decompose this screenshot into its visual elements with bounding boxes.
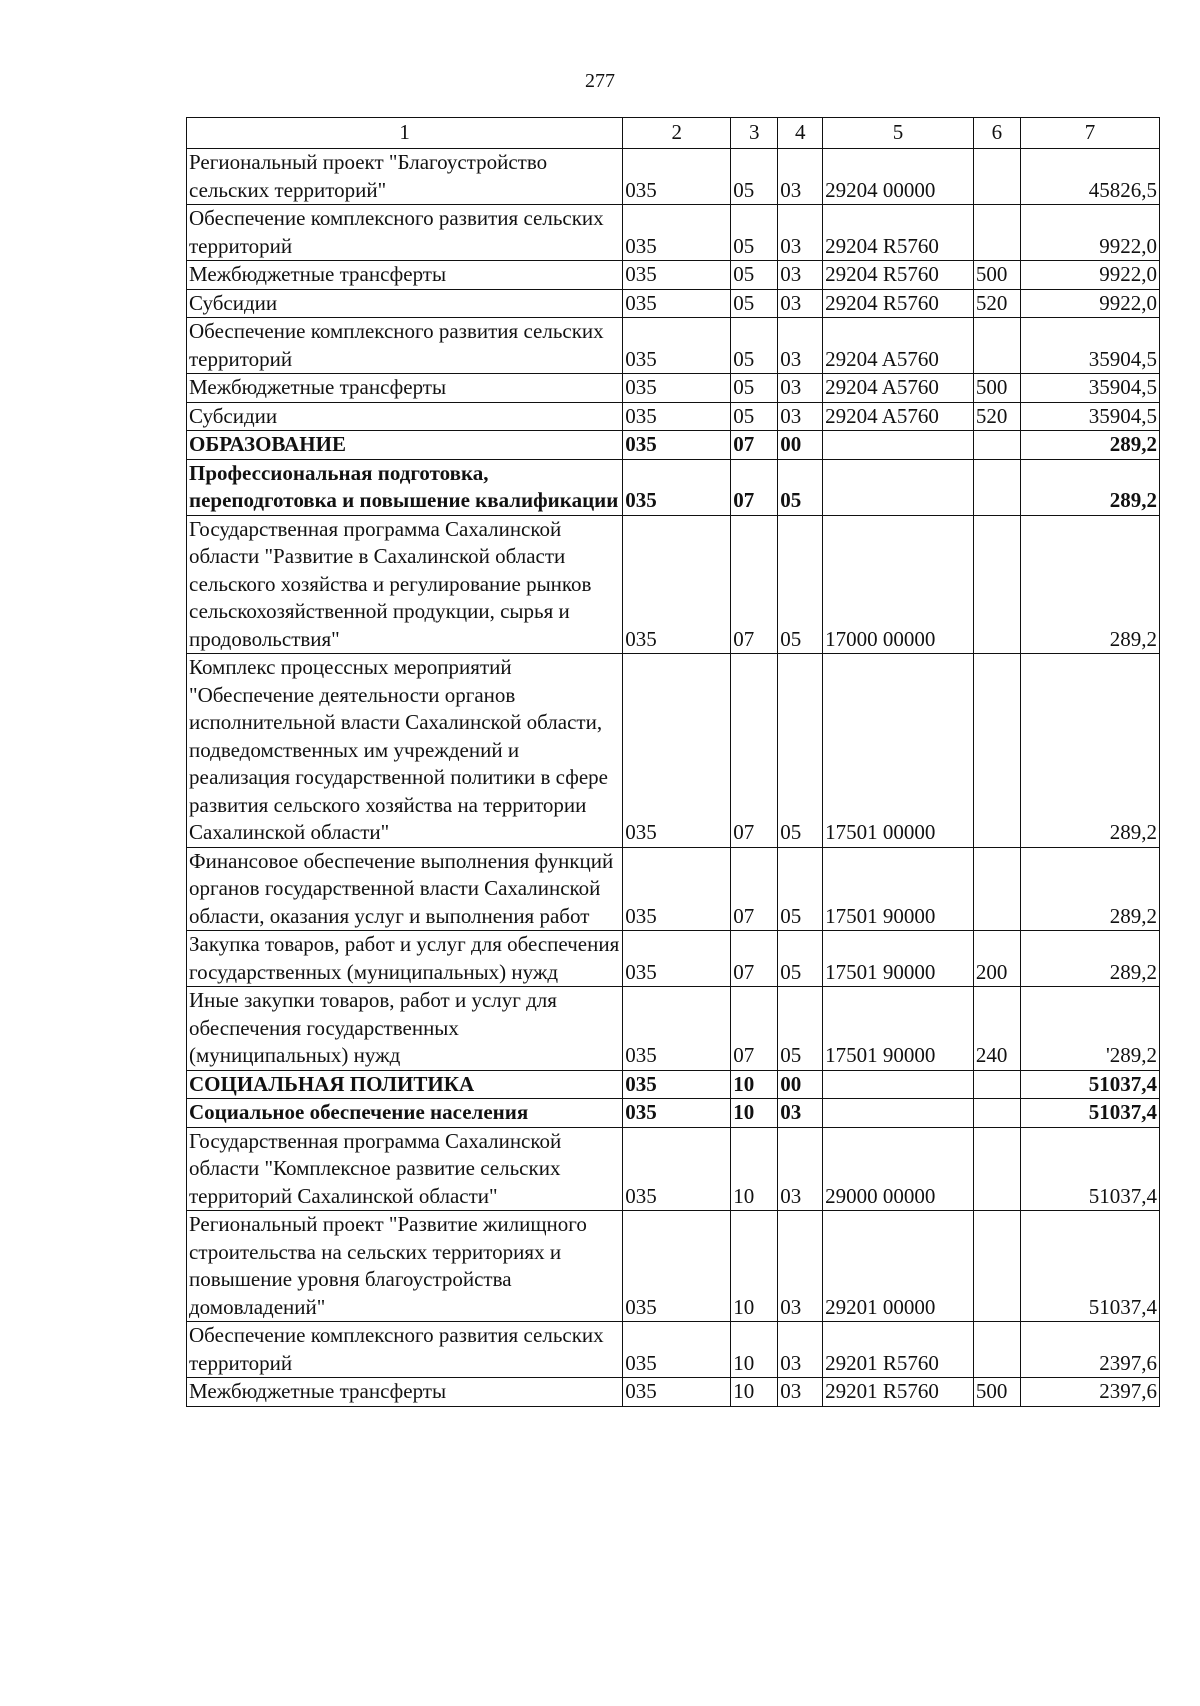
row-admin-code: 035 xyxy=(623,261,731,290)
row-admin-code: 035 xyxy=(623,654,731,848)
row-subsection: 05 xyxy=(778,987,823,1071)
row-name: Закупка товаров, работ и услуг для обеспечения государственных (муниципальных) нужд xyxy=(187,931,623,987)
row-expense-type: 500 xyxy=(973,261,1020,290)
row-expense-type xyxy=(973,149,1020,205)
page-number: 277 xyxy=(585,70,615,92)
row-target-code: 29204 R5760 xyxy=(823,261,974,290)
row-subsection: 03 xyxy=(778,374,823,403)
header-row xyxy=(187,118,1160,149)
row-amount: 35904,5 xyxy=(1020,318,1159,374)
row-subsection: 05 xyxy=(778,515,823,654)
row-name: Региональный проект "Благоустройство сельских территорий" xyxy=(187,149,623,205)
row-target-code: 29204 R5760 xyxy=(823,205,974,261)
row-admin-code: 035 xyxy=(623,289,731,318)
row-section: 07 xyxy=(731,847,778,931)
row-expense-type xyxy=(973,318,1020,374)
row-amount: 289,2 xyxy=(1020,459,1159,515)
table-row xyxy=(187,1322,1160,1378)
row-section: 05 xyxy=(731,402,778,431)
table-row xyxy=(187,515,1160,654)
row-admin-code: 035 xyxy=(623,515,731,654)
row-amount: 2397,6 xyxy=(1020,1322,1159,1378)
row-admin-code: 035 xyxy=(623,1127,731,1211)
table-row xyxy=(187,261,1160,290)
row-expense-type xyxy=(973,1070,1020,1099)
row-amount: 51037,4 xyxy=(1020,1099,1159,1128)
row-target-code: 17501 00000 xyxy=(823,654,974,848)
row-name: Межбюджетные трансферты xyxy=(187,261,623,290)
row-section: 10 xyxy=(731,1070,778,1099)
row-section: 10 xyxy=(731,1127,778,1211)
row-amount: 45826,5 xyxy=(1020,149,1159,205)
row-target-code: 29204 00000 xyxy=(823,149,974,205)
row-name: Межбюджетные трансферты xyxy=(187,374,623,403)
row-subsection: 03 xyxy=(778,1211,823,1322)
row-expense-type: 200 xyxy=(973,931,1020,987)
row-section: 10 xyxy=(731,1099,778,1128)
row-subsection: 05 xyxy=(778,459,823,515)
table-row xyxy=(187,847,1160,931)
row-target-code: 29204 A5760 xyxy=(823,374,974,403)
row-subsection: 03 xyxy=(778,261,823,290)
row-amount: 289,2 xyxy=(1020,431,1159,460)
row-admin-code: 035 xyxy=(623,1211,731,1322)
row-amount: 51037,4 xyxy=(1020,1127,1159,1211)
row-subsection: 00 xyxy=(778,431,823,460)
row-target-code: 17501 90000 xyxy=(823,931,974,987)
row-subsection: 03 xyxy=(778,402,823,431)
row-target-code xyxy=(823,431,974,460)
table-row xyxy=(187,1127,1160,1211)
row-section: 05 xyxy=(731,289,778,318)
row-subsection: 05 xyxy=(778,931,823,987)
table-row xyxy=(187,431,1160,460)
row-amount: 2397,6 xyxy=(1020,1378,1159,1407)
row-subsection: 05 xyxy=(778,654,823,848)
row-subsection: 03 xyxy=(778,1378,823,1407)
row-admin-code: 035 xyxy=(623,987,731,1071)
row-target-code xyxy=(823,1070,974,1099)
row-name: Межбюджетные трансферты xyxy=(187,1378,623,1407)
row-expense-type: 520 xyxy=(973,289,1020,318)
table-row xyxy=(187,149,1160,205)
row-name: ОБРАЗОВАНИЕ xyxy=(187,431,623,460)
row-expense-type xyxy=(973,431,1020,460)
table-row xyxy=(187,654,1160,848)
row-section: 10 xyxy=(731,1211,778,1322)
row-expense-type xyxy=(973,847,1020,931)
row-subsection: 03 xyxy=(778,1127,823,1211)
row-subsection: 03 xyxy=(778,205,823,261)
table-row xyxy=(187,374,1160,403)
row-name: Обеспечение комплексного развития сельских территорий xyxy=(187,1322,623,1378)
table-row xyxy=(187,1211,1160,1322)
row-target-code: 29204 R5760 xyxy=(823,289,974,318)
row-amount: 35904,5 xyxy=(1020,402,1159,431)
table-row xyxy=(187,1378,1160,1407)
row-amount: 9922,0 xyxy=(1020,205,1159,261)
row-name: Комплекс процессных мероприятий "Обеспечение деятельности органов исполнительной власти Сахалинской области, подведомственных им учреждений и реализация государственной политики в сфере развития сельского хозяйства на территории Сахалинской области" xyxy=(187,654,623,848)
row-amount: 51037,4 xyxy=(1020,1211,1159,1322)
table-row xyxy=(187,205,1160,261)
row-name: Профессиональная подготовка, переподготовка и повышение квалификации xyxy=(187,459,623,515)
row-amount: 289,2 xyxy=(1020,515,1159,654)
table-row xyxy=(187,459,1160,515)
budget-table xyxy=(186,117,1160,1407)
row-admin-code: 035 xyxy=(623,1378,731,1407)
row-target-code xyxy=(823,1099,974,1128)
row-amount: '289,2 xyxy=(1020,987,1159,1071)
column-header: 7 xyxy=(1020,118,1159,149)
row-amount: 289,2 xyxy=(1020,654,1159,848)
row-expense-type xyxy=(973,654,1020,848)
row-section: 05 xyxy=(731,261,778,290)
row-amount: 9922,0 xyxy=(1020,289,1159,318)
table-row xyxy=(187,402,1160,431)
row-admin-code: 035 xyxy=(623,931,731,987)
row-section: 07 xyxy=(731,515,778,654)
row-target-code: 29201 00000 xyxy=(823,1211,974,1322)
row-section: 05 xyxy=(731,149,778,205)
row-amount: 289,2 xyxy=(1020,931,1159,987)
row-expense-type xyxy=(973,459,1020,515)
row-section: 10 xyxy=(731,1322,778,1378)
row-subsection: 03 xyxy=(778,149,823,205)
row-admin-code: 035 xyxy=(623,459,731,515)
row-admin-code: 035 xyxy=(623,1322,731,1378)
table-row xyxy=(187,931,1160,987)
row-admin-code: 035 xyxy=(623,847,731,931)
row-name: Государственная программа Сахалинской области "Комплексное развитие сельских территорий Сахалинской области" xyxy=(187,1127,623,1211)
row-amount: 51037,4 xyxy=(1020,1070,1159,1099)
row-expense-type: 500 xyxy=(973,374,1020,403)
row-expense-type: 500 xyxy=(973,1378,1020,1407)
row-section: 07 xyxy=(731,654,778,848)
row-subsection: 03 xyxy=(778,1099,823,1128)
row-name: Финансовое обеспечение выполнения функций органов государственной власти Сахалинской области, оказания услуг и выполнения работ xyxy=(187,847,623,931)
row-target-code: 17501 90000 xyxy=(823,847,974,931)
row-section: 07 xyxy=(731,931,778,987)
table-row xyxy=(187,1070,1160,1099)
row-section: 10 xyxy=(731,1378,778,1407)
row-section: 07 xyxy=(731,459,778,515)
column-header: 3 xyxy=(731,118,778,149)
row-name: Иные закупки товаров, работ и услуг для обеспечения государственных (муниципальных) нужд xyxy=(187,987,623,1071)
row-subsection: 00 xyxy=(778,1070,823,1099)
table-row xyxy=(187,318,1160,374)
row-expense-type xyxy=(973,1211,1020,1322)
row-target-code: 29000 00000 xyxy=(823,1127,974,1211)
row-name: Субсидии xyxy=(187,289,623,318)
row-section: 07 xyxy=(731,431,778,460)
row-expense-type xyxy=(973,1322,1020,1378)
row-amount: 35904,5 xyxy=(1020,374,1159,403)
row-admin-code: 035 xyxy=(623,431,731,460)
row-subsection: 03 xyxy=(778,1322,823,1378)
row-name: Обеспечение комплексного развития сельских территорий xyxy=(187,205,623,261)
row-amount: 289,2 xyxy=(1020,847,1159,931)
row-admin-code: 035 xyxy=(623,1099,731,1128)
table-row xyxy=(187,289,1160,318)
row-admin-code: 035 xyxy=(623,374,731,403)
row-target-code: 29201 R5760 xyxy=(823,1322,974,1378)
row-name: Государственная программа Сахалинской области "Развитие в Сахалинской области сельского хозяйства и регулирование рынков сельскохозяйственной продукции, сырья и продовольствия" xyxy=(187,515,623,654)
row-expense-type: 520 xyxy=(973,402,1020,431)
row-target-code: 17501 90000 xyxy=(823,987,974,1071)
row-name: Региональный проект "Развитие жилищного строительства на сельских территориях и повышение уровня благоустройства домовладений" xyxy=(187,1211,623,1322)
table-row xyxy=(187,1099,1160,1128)
row-section: 05 xyxy=(731,318,778,374)
row-target-code: 29201 R5760 xyxy=(823,1378,974,1407)
row-target-code: 29204 A5760 xyxy=(823,318,974,374)
row-section: 07 xyxy=(731,987,778,1071)
row-admin-code: 035 xyxy=(623,402,731,431)
row-section: 05 xyxy=(731,205,778,261)
row-subsection: 03 xyxy=(778,318,823,374)
row-admin-code: 035 xyxy=(623,1070,731,1099)
row-expense-type xyxy=(973,515,1020,654)
column-header: 2 xyxy=(623,118,731,149)
row-admin-code: 035 xyxy=(623,149,731,205)
row-section: 05 xyxy=(731,374,778,403)
row-target-code: 17000 00000 xyxy=(823,515,974,654)
row-expense-type xyxy=(973,1099,1020,1128)
row-target-code: 29204 A5760 xyxy=(823,402,974,431)
row-admin-code: 035 xyxy=(623,205,731,261)
row-expense-type xyxy=(973,1127,1020,1211)
row-target-code xyxy=(823,459,974,515)
table-row xyxy=(187,987,1160,1071)
row-name: Субсидии xyxy=(187,402,623,431)
row-name: Социальное обеспечение населения xyxy=(187,1099,623,1128)
row-expense-type: 240 xyxy=(973,987,1020,1071)
row-name: СОЦИАЛЬНАЯ ПОЛИТИКА xyxy=(187,1070,623,1099)
column-header: 1 xyxy=(187,118,623,149)
column-header: 4 xyxy=(778,118,823,149)
row-subsection: 05 xyxy=(778,847,823,931)
row-name: Обеспечение комплексного развития сельских территорий xyxy=(187,318,623,374)
row-amount: 9922,0 xyxy=(1020,261,1159,290)
column-header: 6 xyxy=(973,118,1020,149)
column-header: 5 xyxy=(823,118,974,149)
row-admin-code: 035 xyxy=(623,318,731,374)
row-expense-type xyxy=(973,205,1020,261)
row-subsection: 03 xyxy=(778,289,823,318)
